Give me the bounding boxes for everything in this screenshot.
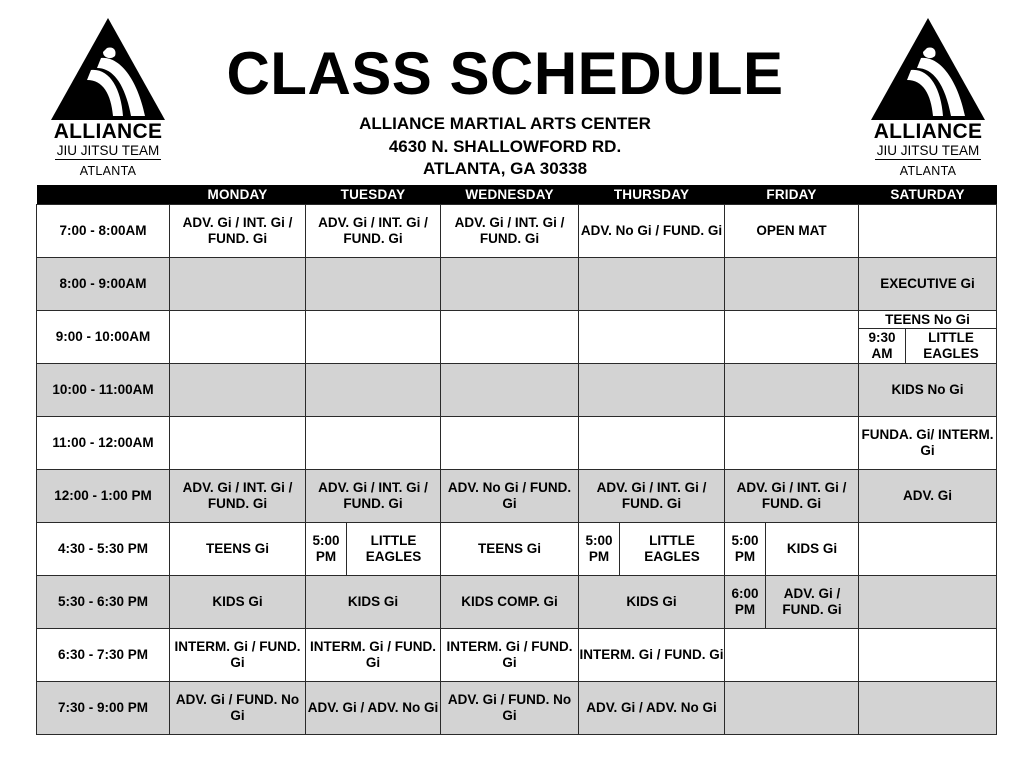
time-slot: 10:00 - 11:00AM (37, 364, 170, 417)
table-row (37, 629, 997, 682)
class-start-time: 6:00 PM (725, 576, 766, 628)
class-cell: ADV. Gi / INT. Gi / FUND. Gi (579, 470, 725, 523)
class-start-time: 9:30 AM (859, 329, 906, 363)
time-slot: 8:00 - 9:00AM (37, 258, 170, 311)
time-slot: 4:30 - 5:30 PM (37, 523, 170, 576)
class-cell: ADV. Gi / INT. Gi / FUND. Gi (170, 470, 306, 523)
class-cell: KIDS No Gi (859, 364, 997, 417)
class-cell: ADV. Gi / ADV. No Gi (579, 682, 725, 735)
day-header-row (37, 185, 997, 205)
time-slot: 5:30 - 6:30 PM (37, 576, 170, 629)
time-header (37, 185, 170, 205)
time-slot: 12:00 - 1:00 PM (37, 470, 170, 523)
alliance-logo-left (46, 18, 170, 178)
class-cell (170, 311, 306, 364)
class-cell (306, 417, 441, 470)
class-cell: INTERM. Gi / FUND. Gi (579, 629, 725, 682)
class-cell (579, 258, 725, 311)
table-row (37, 205, 997, 258)
class-cell: EXECUTIVE Gi (859, 258, 997, 311)
day-header-thursday: THURSDAY (579, 185, 725, 205)
day-header-monday: MONDAY (170, 185, 306, 205)
class-cell (859, 523, 997, 576)
time-slot: 11:00 - 12:00AM (37, 417, 170, 470)
class-cell: TEENS Gi (441, 523, 579, 576)
table-row (37, 523, 997, 576)
logo-name: ALLIANCE (873, 120, 983, 143)
address-line-3: ATLANTA, GA 30338 (422, 159, 588, 178)
class-cell: ADV. Gi / INT. Gi / FUND. Gi (725, 470, 859, 523)
class-label: LITTLE EAGLES (365, 533, 422, 564)
class-cell: ADV. Gi / FUND. No Gi (170, 682, 306, 735)
class-cell: ADV. Gi / INT. Gi / FUND. Gi (170, 205, 306, 258)
class-cell: INTERM. Gi / FUND. Gi (170, 629, 306, 682)
class-cell (170, 258, 306, 311)
day-header-saturday: SATURDAY (859, 185, 997, 205)
class-label: LITTLE EAGLES (923, 330, 979, 361)
day-header-friday: FRIDAY (725, 185, 859, 205)
class-cell: KIDS Gi (579, 576, 725, 629)
class-cell (859, 576, 997, 629)
alliance-triangle-logo-icon (51, 18, 165, 120)
class-cell (579, 311, 725, 364)
address-line-2: 4630 N. SHALLOWFORD RD. (388, 137, 622, 156)
class-label: ADV. Gi / FUND. Gi (782, 586, 842, 617)
class-cell: INTERM. Gi / FUND. Gi (306, 629, 441, 682)
table-row (37, 682, 997, 735)
class-cell (725, 364, 859, 417)
class-cell-split (579, 523, 725, 576)
logo-team: JIU JITSU TEAM (56, 143, 160, 158)
table-row (37, 258, 997, 311)
class-start-time: 5:00 PM (725, 523, 766, 575)
table-row (37, 576, 997, 629)
alliance-logo-right (866, 18, 990, 178)
class-cell (441, 311, 579, 364)
class-cell (170, 417, 306, 470)
class-cell: ADV. Gi (859, 470, 997, 523)
day-header-tuesday: TUESDAY (306, 185, 441, 205)
class-cell: KIDS Gi (170, 576, 306, 629)
time-slot: 6:30 - 7:30 PM (37, 629, 170, 682)
table-row (37, 364, 997, 417)
class-cell: INTERM. Gi / FUND. Gi (441, 629, 579, 682)
class-cell (441, 258, 579, 311)
class-cell-split (725, 576, 859, 629)
logo-city: ATLANTA (79, 164, 137, 178)
class-cell (170, 364, 306, 417)
class-label: KIDS Gi (786, 541, 838, 556)
class-cell (859, 629, 997, 682)
class-cell: ADV. Gi / INT. Gi / FUND. Gi (306, 470, 441, 523)
class-cell (579, 417, 725, 470)
logo-city: ATLANTA (899, 164, 957, 178)
time-slot: 7:30 - 9:00 PM (37, 682, 170, 735)
class-cell: KIDS COMP. Gi (441, 576, 579, 629)
class-label: LITTLE EAGLES (644, 533, 700, 564)
address-line-1: ALLIANCE MARTIAL ARTS CENTER (359, 114, 651, 133)
class-start-time: 5:00 PM (306, 523, 347, 575)
class-cell (725, 682, 859, 735)
class-cell (725, 629, 859, 682)
class-cell-split (306, 523, 441, 576)
logo-name: ALLIANCE (53, 120, 163, 143)
class-cell: OPEN MAT (725, 205, 859, 258)
class-cell (725, 258, 859, 311)
class-cell: FUNDA. Gi/ INTERM. Gi (859, 417, 997, 470)
time-slot: 9:00 - 10:00AM (37, 311, 170, 364)
page-title: CLASS SCHEDULE (226, 40, 784, 107)
class-cell-split (725, 523, 859, 576)
class-cell (725, 417, 859, 470)
logo-team: JIU JITSU TEAM (876, 143, 980, 158)
table-row (37, 470, 997, 523)
class-cell (441, 417, 579, 470)
class-start-time: 5:00 PM (579, 523, 620, 575)
table-row (37, 417, 997, 470)
class-cell (859, 205, 997, 258)
time-slot: 7:00 - 8:00AM (37, 205, 170, 258)
class-cell (441, 364, 579, 417)
class-cell (306, 311, 441, 364)
table-row (37, 311, 997, 364)
class-cell: TEENS Gi (170, 523, 306, 576)
class-cell: KIDS Gi (306, 576, 441, 629)
class-cell: ADV. Gi / ADV. No Gi (306, 682, 441, 735)
alliance-triangle-logo-icon (871, 18, 985, 120)
class-cell: ADV. Gi / FUND. No Gi (441, 682, 579, 735)
class-cell (725, 311, 859, 364)
class-cell (579, 364, 725, 417)
class-cell: ADV. No Gi / FUND. Gi (441, 470, 579, 523)
day-header-wednesday: WEDNESDAY (441, 185, 579, 205)
class-cell (306, 258, 441, 311)
class-cell (306, 364, 441, 417)
class-cell (859, 682, 997, 735)
class-cell: ADV. Gi / INT. Gi / FUND. Gi (441, 205, 579, 258)
class-cell: ADV. Gi / INT. Gi / FUND. Gi (306, 205, 441, 258)
class-cell: ADV. No Gi / FUND. Gi (579, 205, 725, 258)
class-label: TEENS No Gi (859, 311, 996, 329)
class-cell-split (859, 311, 997, 364)
class-schedule-table (36, 185, 997, 735)
